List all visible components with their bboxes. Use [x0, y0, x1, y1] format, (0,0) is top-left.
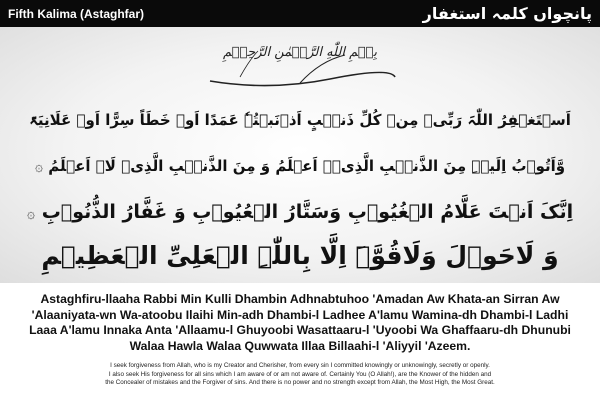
- arabic-line-1-text: اَسۡتَغۡفِرُ اللّٰہَ رَبِّیۡ مِنۡ کُلِّ ذَنۡۢبٍ اَذۡنَبۡتُہٗ عَمَدًا اَوۡ خَطَاً سِرًّا اَوۡ عَلَانِیَۃً: [29, 111, 571, 129]
- translation-line: I also seek His forgiveness for all sins which I am aware of or am not aware of. Certainly You (O Allah!), are the Knower of the hidden and: [108, 370, 492, 378]
- title-urdu: پانچواں کلمہ استغفار: [422, 4, 592, 23]
- arabic-panel: [0, 27, 600, 283]
- arabic-line-4: [18, 235, 582, 277]
- translation-line: I seek forgiveness from Allah, who is my Creator and Cherisher, from every sin I committed knowingly or unknowingly, secretly or openly.: [110, 362, 490, 369]
- ayah-mark-icon: ۞: [26, 206, 36, 222]
- translation-block: [10, 362, 590, 388]
- arabic-line-2-text: وَّاَتُوۡبُ اِلَیۡہِ مِنَ الذَّنۡۢبِ الَّذِیۡۤ اَعۡلَمُ وَ مِنَ الذَّنۡۢبِ الَّذِیۡ لَاۤ اَعۡلَمُ: [48, 157, 566, 175]
- title-english: Fifth Kalima (Astaghfar): [8, 6, 145, 21]
- arabic-line-4-text: وَ لَاحَوۡلَ وَلَاقُوَّۃَ اِلَّا بِاللّٰہِ الۡعَلِیِّ الۡعَظِیۡمِ: [41, 241, 559, 270]
- header-bar: [0, 0, 600, 27]
- arabic-line-3-text: اِنَّکَ اَنۡتَ عَلَّامُ الۡغُیُوۡبِ وَسَتَّارُ الۡعُیُوۡبِ وَ غَفَّارُ الذُّنُوۡبِ: [41, 201, 574, 223]
- arabic-line-1: [18, 99, 582, 141]
- arabic-line-2: [18, 145, 582, 188]
- bismillah-calligraphy: [180, 41, 420, 95]
- transliteration-line: Astaghfiru-llaaha Rabbi Min Kulli Dhambin Adhnabtuhoo 'Amadan Aw Khata-an Sirran Aw: [40, 292, 560, 306]
- transliteration-line: 'Alaaniyata-wn Wa-atoobu Ilaihi Min-adh Dhambi-l Ladhee A'lamu Wamina-dh Dhambi-l Ladhi: [31, 307, 569, 322]
- transliteration-line: Laaa A'lamu Innaka Anta 'Allaamu-l Ghuyoobi Wasattaaru-l 'Uyoobi Wa Ghaffaaru-dh Dhunubi: [29, 323, 571, 337]
- transliteration-line: Walaa Hawla Walaa Quwwata Illaa Billaahi-l 'Aliyyil 'Azeem.: [129, 338, 471, 353]
- transliteration-block: [14, 292, 586, 354]
- ayah-mark-icon: ۞: [34, 159, 44, 175]
- bismillah-text: بِسۡمِ اللّٰهِ الرَّحۡمٰنِ الرَّحِيۡمِ: [223, 45, 377, 60]
- arabic-line-3: [18, 191, 582, 235]
- translation-line: the Concealer of mistakes and the Forgiver of sins. And there is no power and no strength except from Allah, the Most High, the Most Great.: [105, 379, 495, 386]
